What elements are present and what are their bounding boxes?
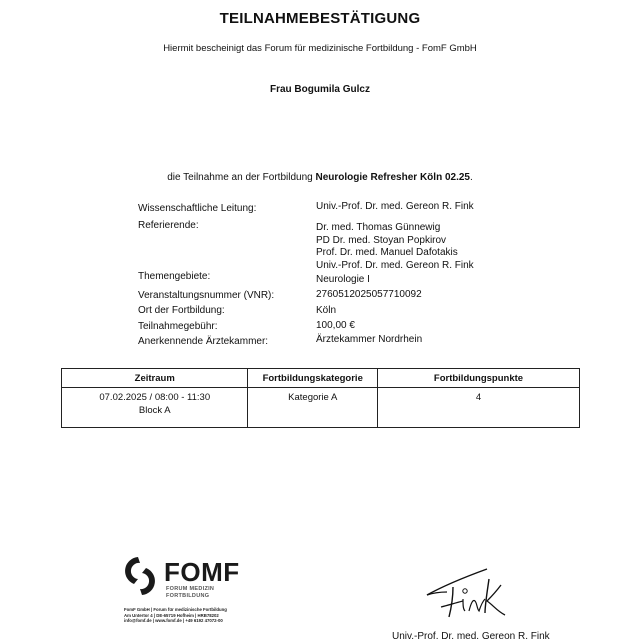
detail-value: Ärztekammer Nordrhein <box>316 334 423 345</box>
logo-wordmark: FOMF <box>164 557 240 587</box>
detail-value: Univ.-Prof. Dr. med. Gereon R. Fink <box>316 201 474 212</box>
period-date-time: 07.02.2025 / 08:00 - 11:30 <box>99 392 211 403</box>
logo-tagline-line: FORUM MEDIZIN <box>166 586 215 592</box>
speaker: Univ.-Prof. Dr. med. Gereon R. Fink <box>316 259 474 271</box>
period-block: Block A <box>138 404 171 416</box>
logo-tagline-line: FORTBILDUNG <box>166 593 210 599</box>
participation-prefix: die Teilnahme an der Fortbildung <box>167 172 316 183</box>
detail-value: 2760512025057710092 <box>316 289 422 300</box>
address-line: info@fomf.de | www.fomf.de | +49 6192 47072-00 <box>124 618 223 624</box>
detail-label: Wissenschaftliche Leitung: <box>138 203 257 214</box>
detail-label: Anerkennende Ärztekammer: <box>138 336 269 347</box>
cell-points: 4 <box>377 388 579 428</box>
speaker: PD Dr. med. Stoyan Popkirov <box>316 234 447 246</box>
cell-period <box>62 388 248 428</box>
recipient-name: Frau Bogumila Gulcz <box>269 84 370 95</box>
document-subtitle: Hiermit bescheinigt das Forum für medizinische Fortbildung - FomF GmbH <box>163 43 477 54</box>
detail-label: Teilnahmegebühr: <box>138 321 218 332</box>
signer-name: Univ.-Prof. Dr. med. Gereon R. Fink <box>392 631 550 642</box>
speaker: Dr. med. Thomas Günnewig <box>316 222 441 233</box>
fomf-logo-mark-icon <box>124 555 156 597</box>
column-header-points: Fortbildungspunkte <box>377 369 579 388</box>
column-header-category: Fortbildungskategorie <box>248 369 378 388</box>
document-title: TEILNAHMEBESTÄTIGUNG <box>219 10 421 27</box>
participation-statement <box>0 172 640 183</box>
course-name: Neurologie Refresher Köln 02.25 <box>315 172 470 183</box>
address-line: Am Untertor 4 | DE-65719 Hofheim | HRB78202 <box>124 612 219 618</box>
column-header-period: Zeitraum <box>62 369 248 388</box>
speakers-list <box>316 222 474 272</box>
detail-label: Referierende: <box>138 220 199 231</box>
detail-label: Ort der Fortbildung: <box>138 305 225 316</box>
credit-points-table <box>61 368 580 428</box>
table-header-row <box>62 369 580 388</box>
detail-value: Neurologie I <box>316 274 370 285</box>
participation-suffix: . <box>469 172 473 183</box>
address-line: FomF GmbH | Forum für medizinische Fortbildung <box>124 607 227 612</box>
detail-value: Köln <box>316 305 337 316</box>
logo-tagline <box>166 586 214 600</box>
detail-value: 100,00 € <box>316 320 355 331</box>
table-row <box>62 388 580 428</box>
detail-label: Themengebiete: <box>138 271 211 282</box>
company-address <box>124 607 227 624</box>
speaker: Prof. Dr. med. Manuel Dafotakis <box>316 247 458 258</box>
detail-label: Veranstaltungsnummer (VNR): <box>138 290 275 301</box>
cell-category: Kategorie A <box>248 388 378 428</box>
fomf-logo <box>124 555 244 640</box>
signature-icon <box>425 565 525 625</box>
signature <box>425 565 525 625</box>
